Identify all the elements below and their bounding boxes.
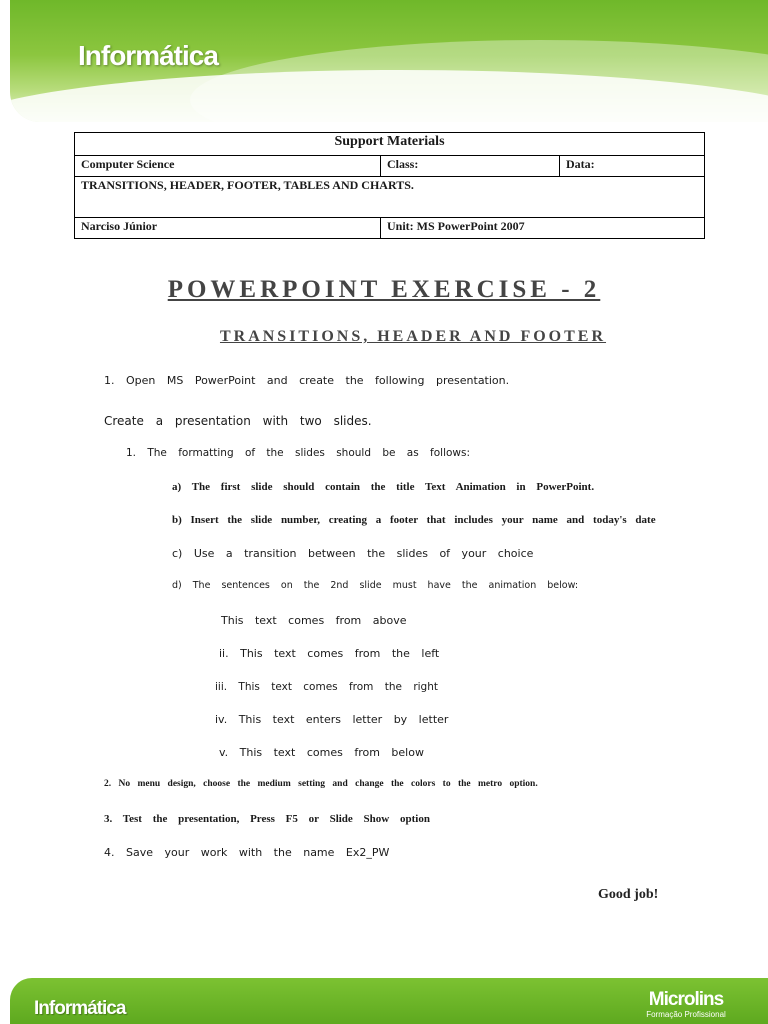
- item-d: d) The sentences on the 2nd slide must have the animation below:: [172, 580, 579, 591]
- info-topic: TRANSITIONS, HEADER, FOOTER, TABLES AND CHARTS.: [75, 177, 705, 218]
- anim-v: v. This text comes from below: [219, 746, 424, 759]
- intro-text: Create a presentation with two slides.: [104, 414, 372, 428]
- info-table: [74, 132, 705, 239]
- step-3: 3. Test the presentation, Press F5 or Slide Show option: [104, 813, 430, 825]
- step-1: 1. Open MS PowerPoint and create the following presentation.: [104, 374, 510, 387]
- footer-brand: Informática: [34, 998, 126, 1019]
- info-unit: Unit: MS PowerPoint 2007: [381, 218, 705, 239]
- anim-iii: iii. This text comes from the right: [215, 681, 438, 693]
- microlins-logo: [640, 990, 732, 1019]
- info-subject: Computer Science: [75, 156, 381, 177]
- item-b: b) Insert the slide number, creating a footer that includes your name and today's date: [172, 514, 656, 526]
- item-c: c) Use a transition between the slides of your choice: [172, 547, 534, 560]
- item-a: a) The first slide should contain the title Text Animation in PowerPoint.: [172, 481, 595, 493]
- anim-i: This text comes from above: [221, 614, 407, 627]
- page-title: POWERPOINT EXERCISE - 2: [167, 276, 601, 303]
- step-2: 2. No menu design, choose the medium setting and change the colors to the metro option.: [104, 779, 538, 789]
- microlins-logo-tagline: Formação Profissional: [646, 1010, 726, 1019]
- anim-ii: ii. This text comes from the left: [219, 647, 440, 660]
- header-brand: Informática: [78, 40, 218, 71]
- page-subtitle: TRANSITIONS, HEADER AND FOOTER: [219, 328, 607, 345]
- anim-iv: iv. This text enters letter by letter: [215, 713, 449, 726]
- closing-text: Good job!: [598, 887, 659, 902]
- sub-step-1: 1. The formatting of the slides should be as follows:: [126, 447, 471, 459]
- info-author: Narciso Júnior: [75, 218, 381, 239]
- microlins-logo-name: Microlins: [648, 989, 724, 1010]
- step-4: 4. Save your work with the name Ex2_PW: [104, 846, 390, 859]
- info-class: Class:: [381, 156, 560, 177]
- info-date: Data:: [560, 156, 705, 177]
- info-heading: Support Materials: [75, 133, 705, 156]
